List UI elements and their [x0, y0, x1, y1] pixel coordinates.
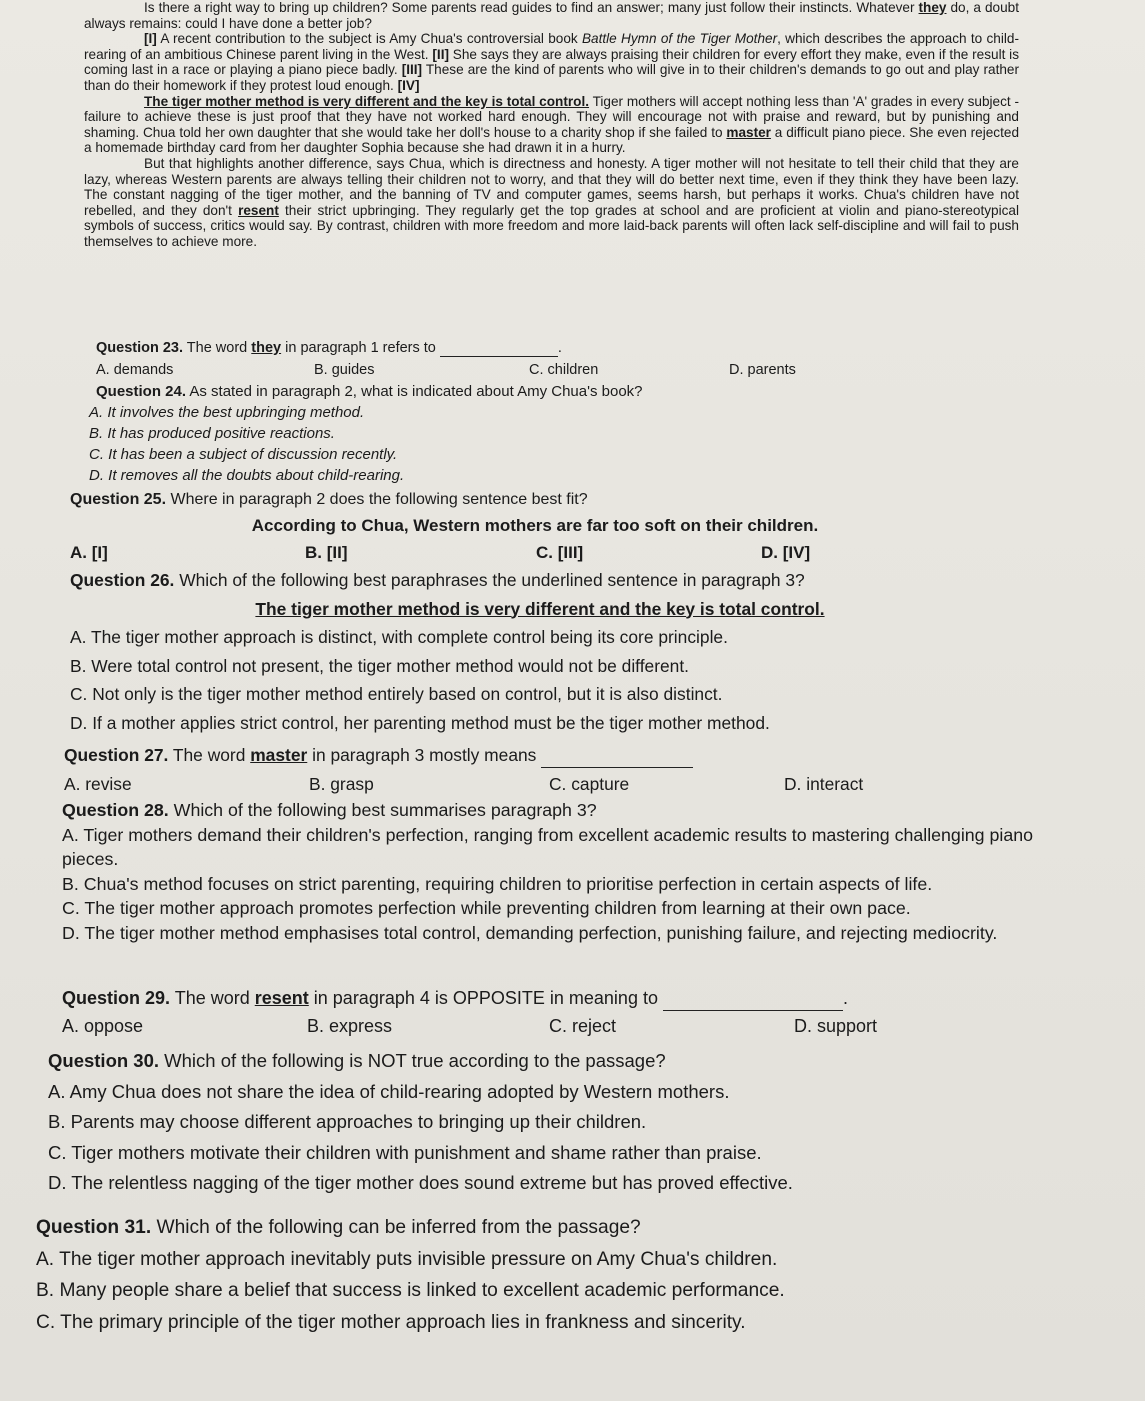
q26-option-a[interactable]: A. The tiger mother approach is distinct, with complete control being its core principle.: [70, 627, 728, 647]
q25-option-d[interactable]: D. [IV]: [761, 543, 811, 562]
q24-option-a[interactable]: A. It involves the best upbringing method.: [89, 404, 365, 421]
q27-option-a[interactable]: A. revise: [64, 774, 132, 794]
q27-option-d[interactable]: D. interact: [784, 774, 864, 794]
q27-option-c[interactable]: C. capture: [549, 774, 630, 794]
q23-option-a[interactable]: A. demands: [96, 362, 174, 378]
q31-option-b[interactable]: B. Many people share a belief that success is linked to excellent academic performance.: [36, 1280, 785, 1301]
word-resent: resent: [238, 202, 279, 218]
q30-option-d[interactable]: D. The relentless nagging of the tiger mother does sound extreme but has proved effective.: [48, 1172, 793, 1193]
q28-option-c[interactable]: C. The tiger mother approach promotes perfection while preventing children from learning at their own pace.: [62, 898, 911, 918]
q30-option-c[interactable]: C. Tiger mothers motivate their children with punishment and shame rather than praise.: [48, 1141, 762, 1163]
question-26: Question 26. Which of the following best paraphrases the underlined sentence in paragraph 3? The tiger mother method is very different and the key is total control. A. The tiger mother approach is distinct, with complete control being its core principle. B. Were total control not present, the tiger mother method would not be different. C. Not only is the tiger mother method entirely based on control, but it is also distinct. D. If a mother applies strict control, her parenting method must be the tiger mother method.: [70, 566, 1100, 737]
paragraph-2: [I] A recent contribution to the subject is Amy Chua's controversial book Battle Hymn of the Tiger Mother, which describes the approach to child-rearing of an ambitious Chinese parent living in the West. [II] She says they are always praising their children for every effort they make, even if the result is coming last in a race or playing a piano piece badly. [III] These are the kind of parents who will give in to their children's demands to go out and play rather than do their homework if they protest loud enough. [IV]: [84, 31, 1020, 93]
q31-option-c[interactable]: C. The primary principle of the tiger mother approach lies in frankness and sincerity.: [36, 1311, 746, 1333]
q29-option-c[interactable]: C. reject: [549, 1016, 617, 1036]
reading-passage: [84, 0, 1019, 250]
question-25: Question 25. Where in paragraph 2 does the following sentence best fit? According to Chua, Western mothers are far too soft on their children. A. [I] B. [II] C. [III] D. [IV]: [70, 489, 970, 564]
paragraph-3: The tiger mother method is very different and the key is total control. Tiger mothers will accept nothing less than 'A' grades in every subject - failure to achieve these is just proof that they have not worked hard enough. They will encourage not with praise and reward, but by punishing and shaming. Chua told her own daughter that she would take her doll's house to a charity shop if she failed to master a difficult piano piece. She even rejected a homemade birthday card from her daughter Sophia because she had drawn it in a hurry.: [84, 93, 1020, 156]
q26-sentence: The tiger mother method is very different and the key is total control.: [255, 598, 825, 619]
q30-option-a[interactable]: A. Amy Chua does not share the idea of child-rearing adopted by Western mothers.: [48, 1080, 730, 1102]
question-28: Question 28. Which of the following best summarises paragraph 3? A. Tiger mothers demand their children's perfection, ranging from excellent academic results to mastering challenging piano pieces. B. Chua's method focuses on strict parenting, requiring children to prioritise perfection in certain aspects of life. C. The tiger mother approach promotes perfection while preventing children from learning at their own pace. D. The tiger mother method emphasises total control, demanding perfection, punishing failure, and rejecting mediocrity.: [62, 798, 1084, 945]
q25-sentence: According to Chua, Western mothers are far too soft on their children.: [251, 516, 819, 535]
question-27: Question 27. The word master in paragraph 3 mostly means A. revise B. grasp C. capture D. interact: [64, 743, 1094, 797]
q26-option-c[interactable]: C. Not only is the tiger mother method entirely based on control, but it is also distinct.: [70, 684, 723, 704]
word-they: they: [918, 0, 947, 15]
q28-option-d[interactable]: D. The tiger mother method emphasises total control, demanding perfection, punishing failure, and rejecting mediocrity.: [62, 922, 998, 943]
q31-option-a[interactable]: A. The tiger mother approach inevitably puts invisible pressure on Amy Chua's children.: [36, 1248, 778, 1270]
question-30: Question 30. Which of the following is NOT true according to the passage? A. Amy Chua does not share the idea of child-rearing adopted by Western mothers. B. Parents may choose different approaches to bringing up their children. C. Tiger mothers motivate their children with punishment and shame rather than praise. D. The relentless nagging of the tiger mother does sound extreme but has proved effective.: [48, 1046, 1078, 1199]
q30-option-b[interactable]: B. Parents may choose different approaches to bringing up their children.: [48, 1111, 647, 1132]
q26-option-d[interactable]: D. If a mother applies strict control, her parenting method must be the tiger mother method.: [70, 712, 770, 733]
q23-option-d[interactable]: D. parents: [729, 362, 796, 378]
q24-option-c[interactable]: C. It has been a subject of discussion recently.: [89, 446, 398, 463]
q29-option-a[interactable]: A. oppose: [62, 1016, 144, 1036]
question-29: Question 29. The word resent in paragraph 4 is OPPOSITE in meaning to . A. oppose B. express C. reject D. support: [62, 985, 1092, 1039]
q24-option-b[interactable]: B. It has produced positive reactions.: [89, 425, 335, 442]
q27-option-b[interactable]: B. grasp: [309, 774, 374, 794]
word-master: master: [726, 124, 771, 140]
underlined-sentence: The tiger mother method is very different and the key is total control.: [144, 93, 590, 109]
paragraph-1: Is there a right way to bring up children? Some parents read guides to find an answer; many just follow their instincts. Whatever they do, a doubt always remains: could I have done a better job?: [84, 0, 1019, 31]
q29-option-b[interactable]: B. express: [307, 1016, 393, 1036]
question-24: Question 24. As stated in paragraph 2, what is indicated about Amy Chua's book? A. It involves the best upbringing method. B. It has produced positive reactions. C. It has been a subject of discussion recently. D. It removes all the doubts about child-rearing.: [96, 381, 1126, 486]
q25-option-a[interactable]: A. [I]: [70, 543, 108, 562]
q24-option-d[interactable]: D. It removes all the doubts about child-rearing.: [89, 467, 405, 484]
q29-option-d[interactable]: D. support: [794, 1016, 878, 1036]
q25-option-c[interactable]: C. [III]: [536, 543, 584, 562]
q23-option-c[interactable]: C. children: [529, 362, 599, 378]
question-31: Question 31. Which of the following can be inferred from the passage? A. The tiger mother approach inevitably puts invisible pressure on Amy Chua's children. B. Many people share a belief that success is linked to excellent academic performance. C. The primary principle of the tiger mother approach lies in frankness and sincerity.: [36, 1212, 1066, 1338]
q26-option-b[interactable]: B. Were total control not present, the tiger mother method would not be different.: [70, 655, 690, 676]
q25-option-b[interactable]: B. [II]: [305, 543, 348, 562]
paragraph-4: But that highlights another difference, says Chua, which is directness and honesty. A tiger mother will not hesitate to tell their child that they are lazy, whereas Western parents are always telling their children not to worry, and that they will do better next time, even if they think they have been lazy. The constant nagging of the tiger mother, and the banning of TV and computer games, seems harsh, but perhaps it works. Chua's children have not rebelled, and they don't resent their strict upbringing. They regularly get the top grades at school and are proficient at violin and piano-stereotypical symbols of success, critics would say. By contrast, children with more freedom and more laid-back parents will often lack self-discipline and will fail to push themselves to achieve more.: [84, 155, 1019, 249]
q28-option-a[interactable]: A. Tiger mothers demand their children's perfection, ranging from excellent academic results to mastering challenging piano pieces.: [62, 824, 1033, 869]
q23-option-b[interactable]: B. guides: [314, 362, 375, 378]
q28-option-b[interactable]: B. Chua's method focuses on strict parenting, requiring children to prioritise perfection in certain aspects of life.: [62, 873, 933, 894]
question-23: Question 23. The word they in paragraph 1 refers to . A. demands B. guides C. children D. parents: [96, 340, 796, 378]
